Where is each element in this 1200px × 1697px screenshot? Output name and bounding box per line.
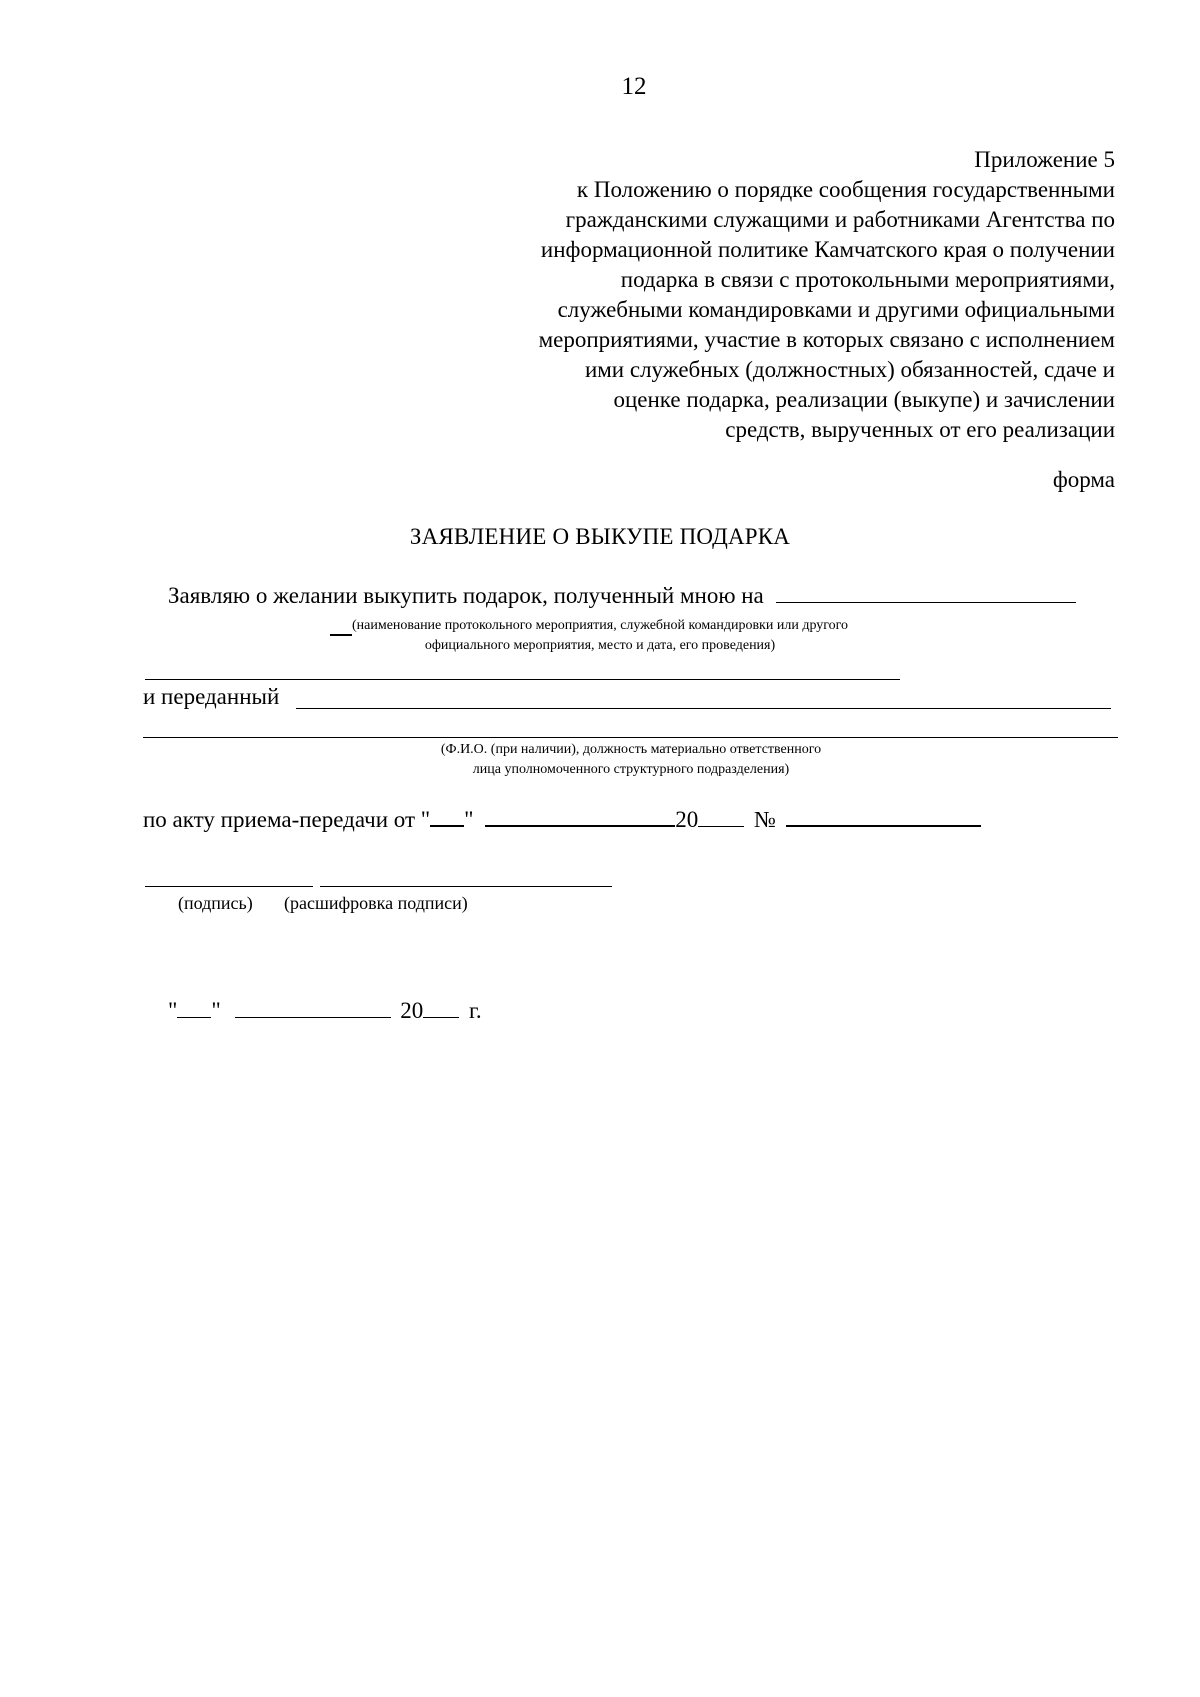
date-year-prefix: 20 xyxy=(400,998,424,1023)
appendix-line: Приложение 5 xyxy=(974,147,1115,172)
event-details-field[interactable] xyxy=(145,679,900,680)
appendix-line: служебными командировками и другими официальными xyxy=(557,297,1115,322)
act-quote-close: " xyxy=(464,807,474,832)
responsible-person-field-cont[interactable] xyxy=(143,737,1118,738)
date-month-field[interactable] xyxy=(235,995,391,1018)
date-quote-close: " xyxy=(211,998,221,1023)
appendix-line: информационной политике Камчатского края о получении xyxy=(540,237,1115,262)
date-year-suffix: г. xyxy=(469,998,482,1023)
form-label: форма xyxy=(1052,467,1115,492)
date-day-field[interactable] xyxy=(177,995,211,1018)
signature-field[interactable] xyxy=(145,886,313,887)
signature-decode-label: (расшифровка подписи) xyxy=(284,893,468,913)
act-year-field[interactable] xyxy=(698,804,744,827)
act-month-field[interactable] xyxy=(485,803,675,827)
appendix-line: средств, вырученных от его реализации xyxy=(725,417,1115,442)
date-line xyxy=(168,995,482,1026)
act-line xyxy=(143,803,981,835)
act-prefix: по акту приема-передачи от " xyxy=(143,807,431,832)
statement-hint-2: официального мероприятия, место и дата, его проведения) xyxy=(424,638,776,653)
responsible-person-field[interactable] xyxy=(296,708,1111,709)
appendix-line: гражданскими служащими и работниками Агентства по xyxy=(565,207,1115,232)
appendix-header xyxy=(539,145,1115,445)
appendix-line: оценке подарка, реализации (выкупе) и зачислении xyxy=(613,387,1115,412)
act-number-sign: № xyxy=(754,807,776,832)
act-day-field[interactable] xyxy=(430,803,464,827)
transferred-label: и переданный xyxy=(143,684,280,709)
statement-hint-1: (наименование протокольного мероприятия, служебной командировки или другого xyxy=(352,618,849,633)
act-year-prefix: 20 xyxy=(675,807,699,832)
page-number: 12 xyxy=(621,73,647,100)
document-title: ЗАЯВЛЕНИЕ О ВЫКУПЕ ПОДАРКА xyxy=(409,524,791,549)
signature-label: (подпись) xyxy=(178,893,253,913)
statement-text: Заявляю о желании выкупить подарок, полученный мною на xyxy=(168,583,764,608)
transferred-hint-1: (Ф.И.О. (при наличии), должность материально ответственного xyxy=(440,742,822,757)
transferred-hint-2: лица уполномоченного структурного подразделения) xyxy=(472,762,790,777)
act-number-field[interactable] xyxy=(786,803,981,827)
statement-line xyxy=(168,580,1076,611)
appendix-line: мероприятиями, участие в которых связано с исполнением xyxy=(538,327,1115,352)
signature-decode-field[interactable] xyxy=(320,886,612,887)
date-quote-open: " xyxy=(168,998,178,1023)
date-year-field[interactable] xyxy=(423,995,459,1018)
appendix-line: к Положению о порядке сообщения государственными xyxy=(576,177,1115,202)
appendix-line: ими служебных (должностных) обязанностей, сдаче и xyxy=(584,357,1115,382)
event-name-field[interactable] xyxy=(776,580,1076,603)
appendix-line: подарка в связи с протокольными мероприятиями, xyxy=(620,267,1115,292)
